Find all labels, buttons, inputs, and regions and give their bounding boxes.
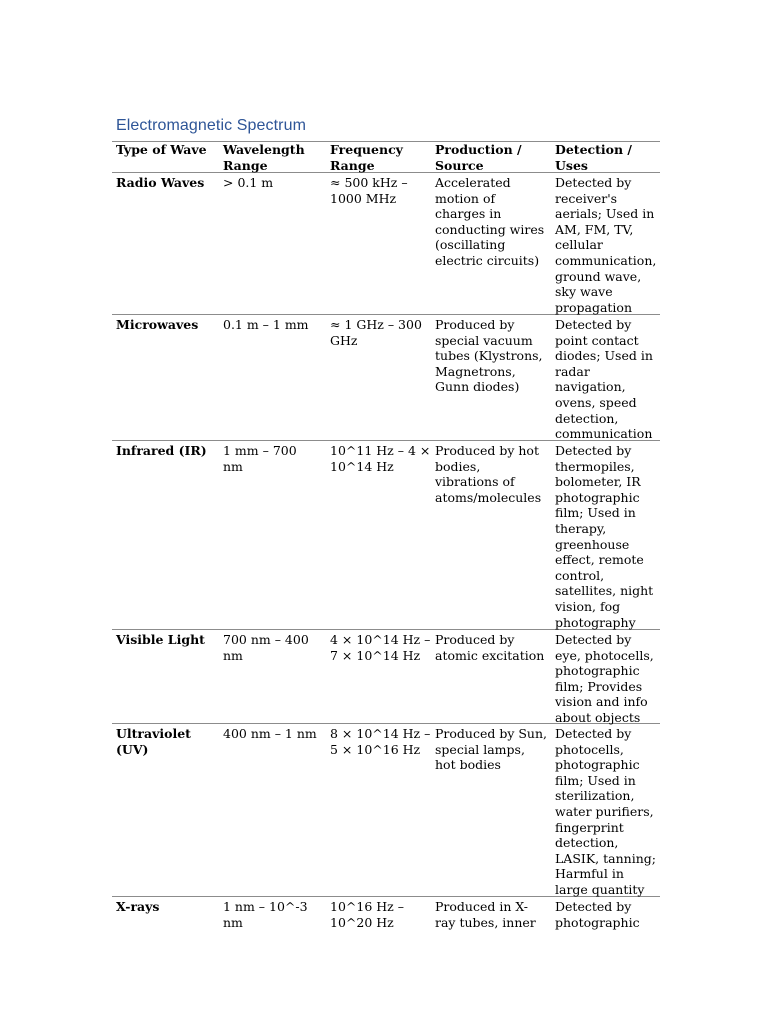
table-cell: Produced by special vacuum tubes (Klystrons, Magnetrons, Gunn diodes) (435, 317, 543, 395)
table-cell: Detected by eye, photocells, photographic film; Provides vision and info about objects (555, 632, 654, 725)
table-cell: Accelerated motion of charges in conducting wires (oscillating electric circuits) (435, 175, 545, 268)
table-cell: 400 nm – 1 nm (223, 726, 317, 741)
column-header: Wavelength Range (223, 142, 305, 173)
table-cell: 10^11 Hz – 4 × 10^14 Hz (330, 443, 431, 474)
table-cell: > 0.1 m (223, 175, 274, 190)
document-title: Electromagnetic Spectrum (116, 117, 307, 134)
wave-type-cell: Ultraviolet (UV) (116, 726, 191, 757)
table-cell: 700 nm – 400 nm (223, 632, 309, 663)
table-cell: ≈ 500 kHz – 1000 MHz (330, 175, 408, 206)
wave-type-cell: Microwaves (116, 317, 199, 332)
wave-type-cell: Visible Light (116, 632, 205, 647)
table-cell: 10^16 Hz – 10^20 Hz (330, 899, 404, 930)
table-cell: Produced by Sun, special lamps, hot bodies (435, 726, 548, 773)
column-header: Type of Wave (116, 142, 207, 157)
table-cell: Detected by receiver's aerials; Used in AM, FM, TV, cellular communication, ground wave, sky wave propagation (555, 175, 657, 315)
wave-type-cell: X-rays (116, 899, 160, 914)
column-header: Detection / Uses (555, 142, 632, 173)
table-cell: Detected by photocells, photographic film; Used in sterilization, water purifiers, fingerprint detection, LASIK, tanning; Harmful in large quantity (555, 726, 656, 897)
column-header: Frequency Range (330, 142, 403, 173)
table-cell: Detected by point contact diodes; Used in radar navigation, ovens, speed detection, communication (555, 317, 653, 442)
table-cell: 0.1 m – 1 mm (223, 317, 309, 332)
table-cell: Produced in X- ray tubes, inner (435, 899, 536, 930)
table-cell: Produced by hot bodies, vibrations of atoms/molecules (435, 443, 542, 505)
table-cell: Produced by atomic excitation (435, 632, 545, 663)
wave-type-cell: Infrared (IR) (116, 443, 207, 458)
table-cell: 1 nm – 10^-3 nm (223, 899, 308, 930)
table-cell: ≈ 1 GHz – 300 GHz (330, 317, 422, 348)
table-cell: 1 mm – 700 nm (223, 443, 297, 474)
table-cell: Detected by photographic (555, 899, 640, 930)
table-cell: Detected by thermopiles, bolometer, IR photographic film; Used in therapy, greenhouse effect, remote control, satellites, night vision, fog photography (555, 443, 654, 630)
table-cell: 4 × 10^14 Hz – 7 × 10^14 Hz (330, 632, 431, 663)
table-cell: 8 × 10^14 Hz – 5 × 10^16 Hz (330, 726, 431, 757)
column-header: Production / Source (435, 142, 522, 173)
wave-type-cell: Radio Waves (116, 175, 205, 190)
